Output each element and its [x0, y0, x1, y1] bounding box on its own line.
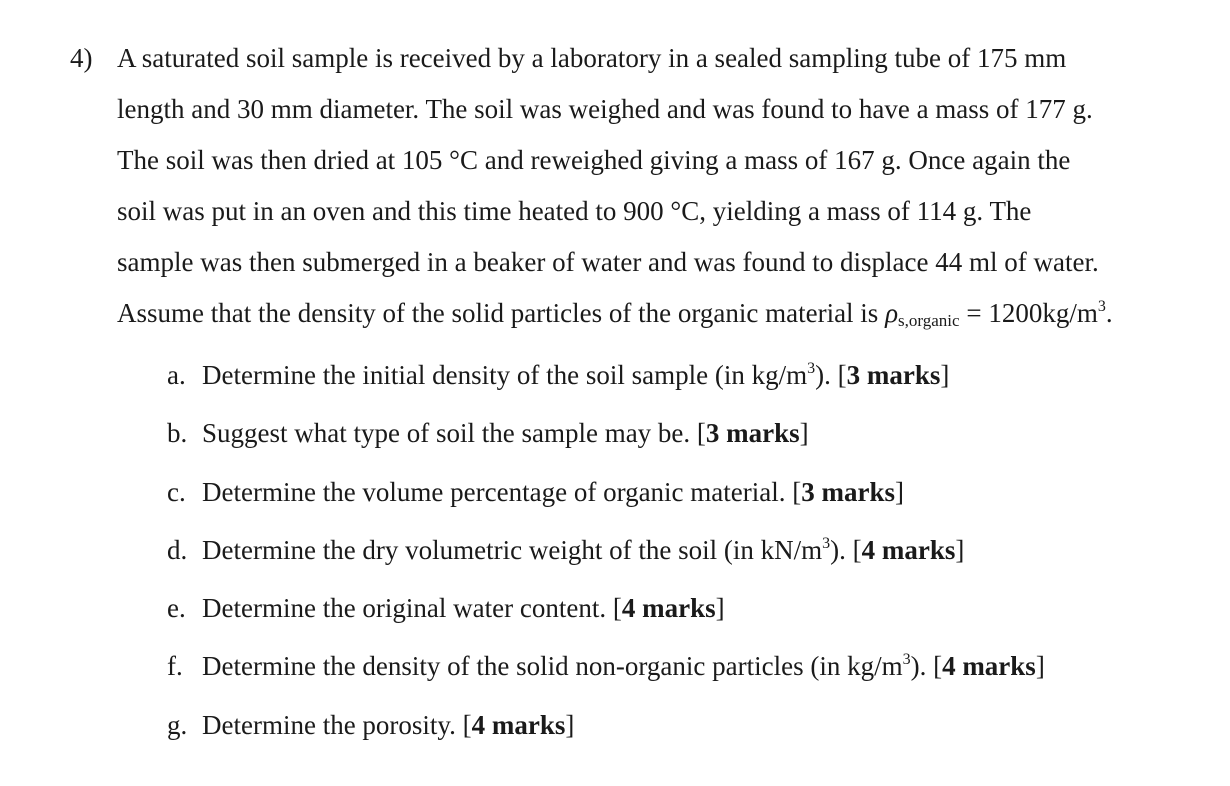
part-marks: 4 marks [471, 709, 566, 740]
statement-line-2: length and 30 mm diameter. The soil was weighed and was found to have a mass of 177 g. [117, 94, 1093, 124]
part-text: Suggest what type of soil the sample may be. [ [202, 418, 706, 449]
part-letter: e. [167, 593, 186, 624]
part-g [167, 705, 1207, 763]
part-text: Determine the original water content. [ [202, 593, 622, 624]
part-post: ). [ [815, 360, 847, 390]
part-letter: a. [167, 360, 186, 390]
part-letter: f. [167, 651, 183, 682]
statement-end: . [1105, 298, 1113, 328]
statement-line-4: soil was put in an oven and this time heated to 900 °C, yielding a mass of 114 g. The [117, 196, 1032, 226]
part-letter: d. [167, 534, 188, 565]
part-marks: 3 marks [705, 418, 800, 449]
statement-line-5: sample was then submerged in a beaker of water and was found to displace 44 ml of water. [117, 247, 1099, 277]
part-marks: 3 marks [846, 360, 941, 390]
part-c [167, 472, 1207, 530]
part-e [167, 588, 1207, 646]
part-text: Determine the dry volumetric weight of the soil (in kN/m [202, 534, 823, 565]
part-close: ] [955, 534, 965, 565]
part-close: ] [894, 476, 904, 507]
question-statement [117, 38, 1217, 344]
part-close: ] [1035, 651, 1045, 682]
part-f [167, 646, 1207, 704]
part-b [167, 413, 1207, 471]
density-symbol: ρ [885, 298, 899, 328]
part-close: ] [715, 593, 725, 624]
part-marks: 3 marks [801, 476, 895, 507]
part-text: Determine the volume percentage of organic material. [ [202, 476, 802, 507]
part-text: Determine the porosity. [ [202, 709, 472, 740]
part-close: ] [940, 360, 950, 390]
statement-line-1: A saturated soil sample is received by a laboratory in a sealed sampling tube of 175 mm [117, 43, 1067, 73]
statement-line-6-text: Assume that the density of the solid particles of the organic material is [117, 298, 886, 328]
part-superscript: 3 [807, 360, 816, 377]
part-post: ). [ [910, 651, 943, 682]
statement-line-6 [117, 293, 1217, 344]
part-letter: b. [167, 418, 188, 449]
part-close: ] [565, 709, 575, 740]
density-unit-superscript: 3 [1097, 298, 1106, 315]
part-letter: g. [167, 709, 188, 740]
question-number: 4) [70, 43, 93, 73]
part-close: ] [799, 418, 809, 449]
statement-line-3: The soil was then dried at 105 °C and reweighed giving a mass of 167 g. Once again the [117, 145, 1071, 175]
part-marks: 4 marks [861, 534, 956, 565]
part-a [167, 355, 1207, 413]
part-text: Determine the density of the solid non-organic particles (in kg/m [202, 651, 903, 682]
part-d [167, 530, 1207, 588]
part-marks: 4 marks [621, 593, 716, 624]
question-parts [167, 355, 1207, 763]
density-subscript: s,organic [898, 311, 960, 330]
part-text: Determine the initial density of the soil sample (in kg/m [202, 360, 808, 390]
density-value: = 1200kg/m [959, 298, 1098, 328]
part-marks: 4 marks [942, 651, 1036, 682]
part-superscript: 3 [902, 651, 911, 669]
part-post: ). [ [830, 534, 862, 565]
part-superscript: 3 [822, 534, 831, 552]
part-letter: c. [167, 476, 186, 507]
